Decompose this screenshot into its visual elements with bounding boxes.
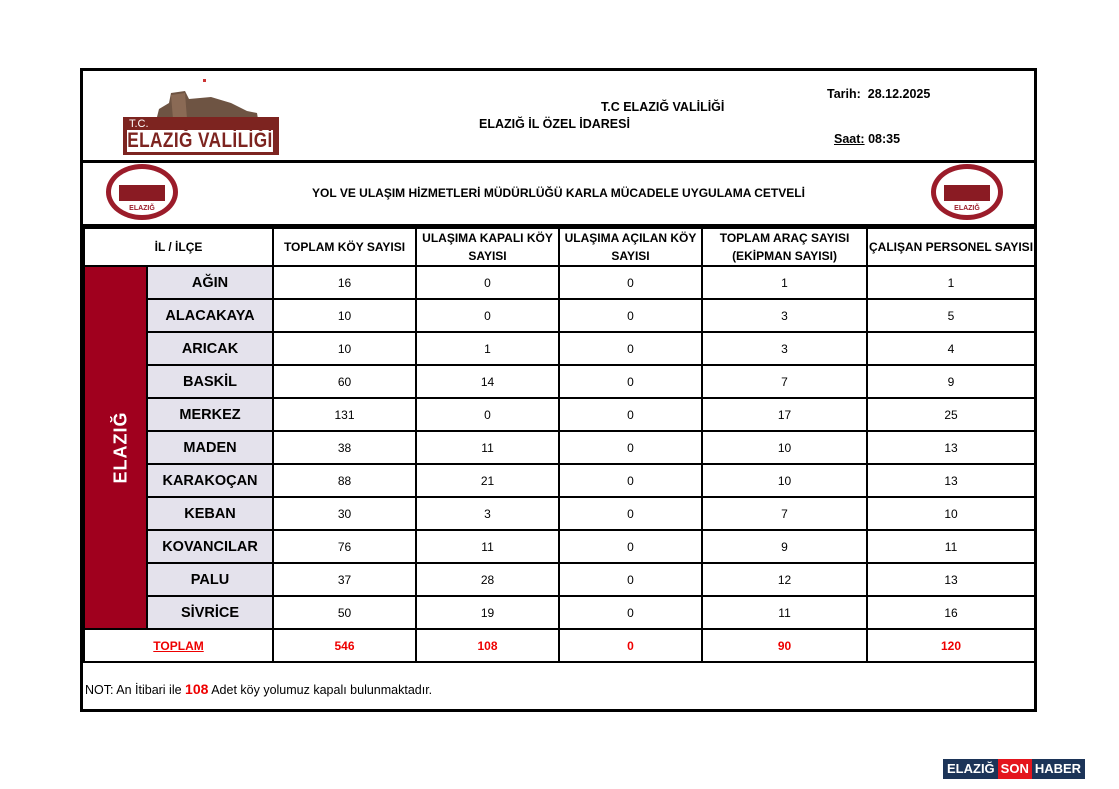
table-row <box>84 299 1035 332</box>
district-cell: BASKİL <box>147 365 273 398</box>
table-row <box>84 596 1035 629</box>
closed-cell: 11 <box>416 431 559 464</box>
total-cell: 10 <box>273 332 416 365</box>
total-cell: 30 <box>273 497 416 530</box>
table-row <box>84 563 1035 596</box>
opened-cell: 0 <box>559 398 702 431</box>
province-cell <box>84 266 147 629</box>
staff-cell: 10 <box>867 497 1035 530</box>
vehicles-cell: 3 <box>702 299 867 332</box>
closed-cell: 21 <box>416 464 559 497</box>
opened-cell: 0 <box>559 365 702 398</box>
closed-cell: 1 <box>416 332 559 365</box>
staff-cell: 9 <box>867 365 1035 398</box>
district-cell: KARAKOÇAN <box>147 464 273 497</box>
district-cell: ARICAK <box>147 332 273 365</box>
staff-cell: 5 <box>867 299 1035 332</box>
table-row <box>84 332 1035 365</box>
vehicles-cell: 3 <box>702 332 867 365</box>
building-icon <box>944 185 990 201</box>
staff-cell: 11 <box>867 530 1035 563</box>
closed-cell: 28 <box>416 563 559 596</box>
logo-band <box>123 117 279 155</box>
table-row <box>84 365 1035 398</box>
opened-cell: 0 <box>559 497 702 530</box>
time-label: Saat: <box>834 132 865 146</box>
note-suffix: Adet köy yolumuz kapalı bulunmaktadır. <box>211 683 433 697</box>
district-cell: MERKEZ <box>147 398 273 431</box>
total-cell: 50 <box>273 596 416 629</box>
snow-operations-table <box>83 227 1036 663</box>
vehicles-cell: 17 <box>702 398 867 431</box>
opened-cell: 0 <box>559 266 702 299</box>
col-header-district: İL / İLÇE <box>84 228 273 266</box>
logo-name: ELAZIĞ VALİLİĞİ <box>127 129 273 152</box>
closed-cell: 0 <box>416 398 559 431</box>
opened-cell: 0 <box>559 596 702 629</box>
total-cell: 37 <box>273 563 416 596</box>
table-row <box>84 497 1035 530</box>
total-cell: 60 <box>273 365 416 398</box>
staff-cell: 16 <box>867 596 1035 629</box>
header-title-2: ELAZIĞ İL ÖZEL İDARESİ <box>479 117 630 131</box>
total-cell: 76 <box>273 530 416 563</box>
table-row <box>84 431 1035 464</box>
staff-cell: 1 <box>867 266 1035 299</box>
totals-total: 546 <box>273 629 416 662</box>
total-cell: 88 <box>273 464 416 497</box>
total-cell: 10 <box>273 299 416 332</box>
vehicles-cell: 1 <box>702 266 867 299</box>
date-value: 28.12.2025 <box>867 87 931 101</box>
watermark-part1: ELAZIĞ <box>947 761 995 776</box>
date-label: Tarih: <box>827 87 861 101</box>
report-title: YOL VE ULAŞIM HİZMETLERİ MÜDÜRLÜĞÜ KARLA MÜCADELE UYGULAMA CETVELİ <box>312 186 805 200</box>
totals-label: TOPLAM <box>84 629 273 662</box>
opened-cell: 0 <box>559 563 702 596</box>
vehicles-cell: 11 <box>702 596 867 629</box>
opened-cell: 0 <box>559 431 702 464</box>
total-cell: 38 <box>273 431 416 464</box>
vehicles-cell: 9 <box>702 530 867 563</box>
vehicles-cell: 12 <box>702 563 867 596</box>
table-row <box>84 464 1035 497</box>
district-cell: ALACAKAYA <box>147 299 273 332</box>
time-value: 08:35 <box>868 132 901 146</box>
totals-closed: 108 <box>416 629 559 662</box>
opened-cell: 0 <box>559 299 702 332</box>
elazig-valiligi-logo <box>123 77 279 155</box>
watermark-logo <box>943 759 1085 779</box>
district-cell: AĞIN <box>147 266 273 299</box>
total-cell: 131 <box>273 398 416 431</box>
closed-cell: 0 <box>416 299 559 332</box>
flag-icon <box>203 79 206 82</box>
vehicles-cell: 7 <box>702 497 867 530</box>
title-bar <box>83 160 1034 227</box>
footnote <box>85 681 432 697</box>
province-label: ELAZIĞ <box>110 411 131 484</box>
watermark-part3: HABER <box>1034 761 1082 776</box>
closed-cell: 3 <box>416 497 559 530</box>
seal-label: ELAZIĞ <box>129 205 155 212</box>
table-row <box>84 398 1035 431</box>
totals-row <box>84 629 1035 662</box>
closed-cell: 0 <box>416 266 559 299</box>
totals-opened: 0 <box>559 629 702 662</box>
closed-cell: 11 <box>416 530 559 563</box>
district-cell: KOVANCILAR <box>147 530 273 563</box>
staff-cell: 13 <box>867 563 1035 596</box>
report-sheet <box>80 68 1037 712</box>
col-header-opened-villages: ULAŞIMA AÇILAN KÖY SAYISI <box>559 228 702 266</box>
staff-cell: 4 <box>867 332 1035 365</box>
header-title-1: T.C ELAZIĞ VALİLİĞİ <box>601 100 725 114</box>
logo-tc: T.C. <box>129 118 149 130</box>
col-header-vehicles: TOPLAM ARAÇ SAYISI (EKİPMAN SAYISI) <box>702 228 867 266</box>
staff-cell: 13 <box>867 464 1035 497</box>
staff-cell: 13 <box>867 431 1035 464</box>
note-prefix: NOT: An İtibari ile <box>85 683 186 697</box>
il-ozel-idaresi-seal-right <box>931 164 1003 220</box>
district-cell: PALU <box>147 563 273 596</box>
district-cell: KEBAN <box>147 497 273 530</box>
total-cell: 16 <box>273 266 416 299</box>
district-cell: MADEN <box>147 431 273 464</box>
opened-cell: 0 <box>559 332 702 365</box>
totals-staff: 120 <box>867 629 1035 662</box>
date-field <box>827 87 930 101</box>
table-row <box>84 266 1035 299</box>
col-header-closed-villages: ULAŞIMA KAPALI KÖY SAYISI <box>416 228 559 266</box>
totals-vehicles: 90 <box>702 629 867 662</box>
closed-cell: 14 <box>416 365 559 398</box>
watermark-part2: SON <box>998 759 1032 779</box>
seal-label: ELAZIĞ <box>954 205 980 212</box>
table-row <box>84 530 1035 563</box>
note-count: 108 <box>185 681 209 697</box>
closed-cell: 19 <box>416 596 559 629</box>
col-header-total-villages: TOPLAM KÖY SAYISI <box>273 228 416 266</box>
col-header-staff: ÇALIŞAN PERSONEL SAYISI <box>867 228 1035 266</box>
table-header-row <box>84 228 1035 266</box>
opened-cell: 0 <box>559 464 702 497</box>
vehicles-cell: 10 <box>702 431 867 464</box>
vehicles-cell: 7 <box>702 365 867 398</box>
opened-cell: 0 <box>559 530 702 563</box>
report-header <box>83 71 1034 163</box>
staff-cell: 25 <box>867 398 1035 431</box>
vehicles-cell: 10 <box>702 464 867 497</box>
district-cell: SİVRİCE <box>147 596 273 629</box>
time-field <box>834 132 900 146</box>
